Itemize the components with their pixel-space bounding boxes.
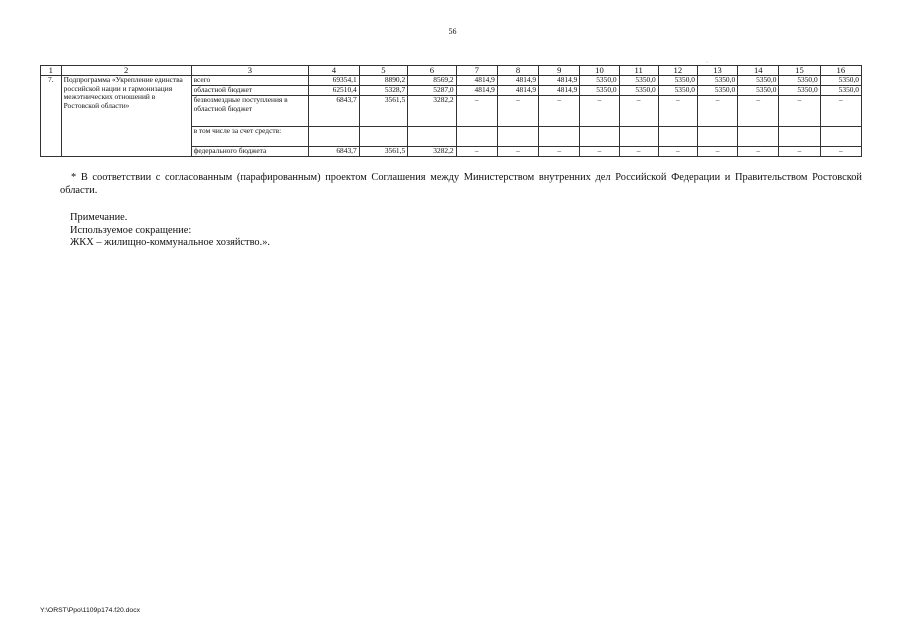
cell-federal-col-13: –	[697, 147, 737, 157]
cell-regional-col-4: 62510,4	[309, 86, 360, 96]
cell-federal-col-6: 3282,2	[408, 147, 456, 157]
cell-incl-col-14	[738, 127, 779, 147]
row-label-regional: областной бюджет	[191, 86, 309, 96]
column-header-10: 10	[580, 66, 619, 76]
cell-incl-col-4	[309, 127, 360, 147]
cell-free-col-15: –	[779, 96, 820, 127]
cell-total-col-6: 8569,2	[408, 76, 456, 86]
cell-incl-col-15	[779, 127, 820, 147]
column-header-1: 1	[41, 66, 62, 76]
cell-regional-col-10: 5350,0	[580, 86, 619, 96]
cell-federal-col-5: 3561,5	[359, 147, 407, 157]
cell-regional-col-16: 5350,0	[820, 86, 861, 96]
cell-total-col-10: 5350,0	[580, 76, 619, 86]
cell-federal-col-15: –	[779, 147, 820, 157]
cell-federal-col-4: 6843,7	[309, 147, 360, 157]
cell-free-col-11: –	[619, 96, 658, 127]
cell-free-col-9: –	[539, 96, 580, 127]
notes-abbrev-intro: Используемое сокращение:	[70, 224, 192, 236]
cell-free-col-5: 3561,5	[359, 96, 407, 127]
cell-federal-col-12: –	[658, 147, 697, 157]
cell-incl-col-7	[456, 127, 497, 147]
row-number: 7.	[41, 76, 62, 157]
notes	[70, 212, 670, 250]
cell-regional-col-8: 4814,9	[497, 86, 538, 96]
cell-regional-col-6: 5287,0	[408, 86, 456, 96]
cell-federal-col-9: –	[539, 147, 580, 157]
cell-free-col-8: –	[497, 96, 538, 127]
cell-federal-col-16: –	[820, 147, 861, 157]
cell-regional-col-9: 4814,9	[539, 86, 580, 96]
column-header-7: 7	[456, 66, 497, 76]
cell-total-col-8: 4814,9	[497, 76, 538, 86]
column-header-9: 9	[539, 66, 580, 76]
column-header-2: 2	[61, 66, 191, 76]
notes-title: Примечание.	[70, 212, 128, 223]
cell-regional-col-7: 4814,9	[456, 86, 497, 96]
cell-regional-col-15: 5350,0	[779, 86, 820, 96]
footnote: * В соответствии с согласованным (парафированным) проектом Соглашения между Министерством внутренних дел Российской Федерации и Правительством Ростовской области.	[60, 172, 862, 196]
column-header-11: 11	[619, 66, 658, 76]
column-header-6: 6	[408, 66, 456, 76]
cell-total-col-7: 4814,9	[456, 76, 497, 86]
cell-total-col-11: 5350,0	[619, 76, 658, 86]
cell-federal-col-10: –	[580, 147, 619, 157]
budget-table	[40, 65, 862, 157]
cell-total-col-9: 4814,9	[539, 76, 580, 86]
table-row-total	[41, 76, 862, 86]
cell-free-col-13: –	[697, 96, 737, 127]
column-header-13: 13	[697, 66, 737, 76]
cell-regional-col-11: 5350,0	[619, 86, 658, 96]
cell-incl-col-12	[658, 127, 697, 147]
program-name: Подпрограмма «Укрепление единства российской нации и гармонизация межэтнических отношений в Ростовской области»	[61, 76, 191, 157]
cell-incl-col-16	[820, 127, 861, 147]
cell-incl-col-5	[359, 127, 407, 147]
column-header-16: 16	[820, 66, 861, 76]
cell-free-col-12: –	[658, 96, 697, 127]
cell-incl-col-13	[697, 127, 737, 147]
column-header-3: 3	[191, 66, 309, 76]
cell-federal-col-11: –	[619, 147, 658, 157]
cell-incl-col-6	[408, 127, 456, 147]
cell-free-col-6: 3282,2	[408, 96, 456, 127]
row-label-total: всего	[191, 76, 309, 86]
cell-free-col-14: –	[738, 96, 779, 127]
cell-free-col-4: 6843,7	[309, 96, 360, 127]
column-header-4: 4	[309, 66, 360, 76]
row-label-federal: федерального бюджета	[191, 147, 309, 157]
cell-total-col-4: 69354,1	[309, 76, 360, 86]
cell-free-col-10: –	[580, 96, 619, 127]
row-label-free: безвозмездные поступления в областной бюджет	[191, 96, 309, 127]
page-number: 56	[448, 27, 457, 36]
file-path: Y:\ORST\Ppo\1109p174.f20.docx	[40, 607, 141, 614]
cell-incl-col-8	[497, 127, 538, 147]
cell-total-col-12: 5350,0	[658, 76, 697, 86]
cell-incl-col-10	[580, 127, 619, 147]
table-header-row	[41, 66, 862, 76]
cell-free-col-16: –	[820, 96, 861, 127]
cell-total-col-16: 5350,0	[820, 76, 861, 86]
cell-regional-col-14: 5350,0	[738, 86, 779, 96]
cell-total-col-13: 5350,0	[697, 76, 737, 86]
column-header-8: 8	[497, 66, 538, 76]
cell-federal-col-14: –	[738, 147, 779, 157]
cell-total-col-5: 8890,2	[359, 76, 407, 86]
column-header-14: 14	[738, 66, 779, 76]
row-label-incl: в том числе за счет средств:	[191, 127, 309, 147]
cell-regional-col-12: 5350,0	[658, 86, 697, 96]
column-header-5: 5	[359, 66, 407, 76]
cell-federal-col-7: –	[456, 147, 497, 157]
cell-incl-col-9	[539, 127, 580, 147]
column-header-12: 12	[658, 66, 697, 76]
cell-federal-col-8: –	[497, 147, 538, 157]
column-header-15: 15	[779, 66, 820, 76]
cell-regional-col-5: 5328,7	[359, 86, 407, 96]
cell-regional-col-13: 5350,0	[697, 86, 737, 96]
cell-total-col-15: 5350,0	[779, 76, 820, 86]
notes-abbrev: ЖКХ – жилищно-коммунальное хозяйство.».	[70, 237, 270, 249]
cell-free-col-7: –	[456, 96, 497, 127]
cell-total-col-14: 5350,0	[738, 76, 779, 86]
cell-incl-col-11	[619, 127, 658, 147]
tick-mark: ·	[706, 60, 708, 66]
